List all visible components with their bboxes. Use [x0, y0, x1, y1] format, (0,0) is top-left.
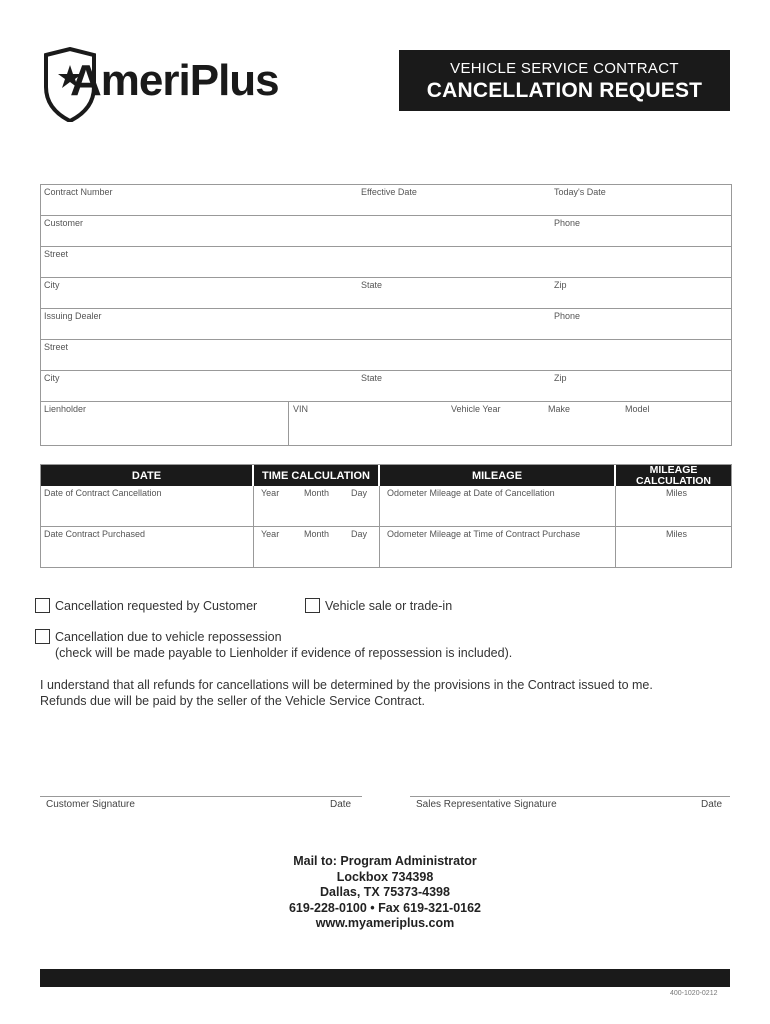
website-link[interactable]: www.myameriplus.com: [315, 916, 455, 930]
refund-statement: [40, 677, 653, 709]
customer-date-label: Date: [330, 799, 352, 810]
sales-rep-date-label: Date: [701, 799, 723, 810]
repossession-label: Cancellation due to vehicle repossession: [55, 630, 282, 644]
purchase-year-label[interactable]: Year: [261, 529, 280, 539]
vehicle-year-label: Vehicle Year: [451, 404, 501, 414]
mailing-address: [0, 854, 770, 932]
row-customer[interactable]: [41, 216, 731, 247]
city-state-zip: Dallas, TX 75373-4398: [320, 885, 450, 899]
customer-signature-line[interactable]: [40, 796, 362, 797]
row-dealer-street[interactable]: [41, 340, 731, 371]
contract-number-label: Contract Number: [44, 187, 113, 197]
time-calculation-header: TIME CALCULATION: [254, 465, 378, 486]
divider: [41, 526, 731, 527]
row-vehicle[interactable]: [41, 402, 731, 445]
mileage-calculation-header: [616, 465, 731, 486]
row-dealer[interactable]: [41, 309, 731, 340]
cancel-year-label[interactable]: Year: [261, 488, 280, 498]
repossession-note: (check will be made payable to Lienholder if evidence of repossession is included).: [55, 646, 513, 660]
effective-date-label: Effective Date: [361, 187, 417, 197]
todays-date-label: Today's Date: [554, 187, 606, 197]
cancel-month-label[interactable]: Month: [304, 488, 330, 498]
mileage-calc-line2: CALCULATION: [635, 475, 712, 487]
customer-phone-label: Phone: [554, 218, 581, 228]
odometer-purchase-label[interactable]: Odometer Mileage at Time of Contract Purchase: [387, 529, 581, 539]
brand-name: AmeriPlus: [70, 56, 279, 105]
dealer-state-label: State: [361, 373, 383, 383]
sales-rep-signature-label: Sales Representative Signature: [416, 799, 557, 810]
row-customer-city[interactable]: [41, 278, 731, 309]
vin-label: VIN: [293, 404, 309, 414]
date-header: DATE: [41, 465, 252, 486]
cancel-miles-label[interactable]: Miles: [666, 488, 688, 498]
phone-fax: 619-228-0100 • Fax 619-321-0162: [288, 900, 482, 915]
customer-street-label: Street: [44, 249, 69, 259]
repossession-checkbox[interactable]: [35, 629, 50, 644]
contract-info-table: [40, 184, 732, 446]
cancel-day-label[interactable]: Day: [351, 488, 368, 498]
mileage-calc-line1: MILEAGE: [649, 464, 698, 476]
make-label: Make: [548, 404, 571, 414]
mileage-header: MILEAGE: [380, 465, 614, 486]
dealer-city-label: City: [44, 373, 60, 383]
form-title-line2: CANCELLATION REQUEST: [426, 79, 703, 102]
sale-trade-checkbox[interactable]: [305, 598, 320, 613]
customer-label: Customer: [44, 218, 84, 228]
customer-zip-label: Zip: [554, 280, 567, 290]
customer-state-label: State: [361, 280, 383, 290]
customer-request-checkbox[interactable]: [35, 598, 50, 613]
customer-city-label: City: [44, 280, 60, 290]
dealer-phone-label: Phone: [554, 311, 581, 321]
purchase-month-label[interactable]: Month: [304, 529, 330, 539]
mail-to: Mail to: Program Administrator: [293, 854, 477, 868]
refund-statement-line2: Refunds due will be paid by the seller of the Vehicle Service Contract.: [40, 694, 425, 708]
date-purchased-label[interactable]: Date Contract Purchased: [44, 529, 146, 539]
purchase-day-label[interactable]: Day: [351, 529, 368, 539]
odometer-cancellation-label[interactable]: Odometer Mileage at Date of Cancellation: [387, 488, 555, 498]
divider: [288, 402, 289, 445]
dealer-zip-label: Zip: [554, 373, 567, 383]
form-code: 400-1020-0212: [670, 990, 718, 997]
dealer-street-label: Street: [44, 342, 69, 352]
purchase-miles-label[interactable]: Miles: [666, 529, 688, 539]
row-contract[interactable]: [41, 185, 731, 216]
date-of-cancellation-label[interactable]: Date of Contract Cancellation: [44, 488, 162, 498]
lockbox: Lockbox 734398: [336, 869, 434, 884]
lienholder-label: Lienholder: [44, 404, 87, 414]
footer-bar: [40, 969, 730, 987]
refund-statement-line1: I understand that all refunds for cancellations will be determined by the provisions in the Contract issued to me.: [40, 678, 653, 692]
model-label: Model: [625, 404, 650, 414]
row-dealer-city[interactable]: [41, 371, 731, 402]
sale-trade-label: Vehicle sale or trade-in: [325, 599, 453, 613]
customer-request-label: Cancellation requested by Customer: [55, 599, 258, 613]
calculation-table: [40, 464, 732, 568]
issuing-dealer-label: Issuing Dealer: [44, 311, 102, 321]
sales-rep-signature-line[interactable]: [410, 796, 730, 797]
form-title-line1: VEHICLE SERVICE CONTRACT: [450, 60, 679, 77]
form-title-box: [399, 50, 730, 111]
customer-signature-label: Customer Signature: [46, 799, 135, 810]
row-customer-street[interactable]: [41, 247, 731, 278]
